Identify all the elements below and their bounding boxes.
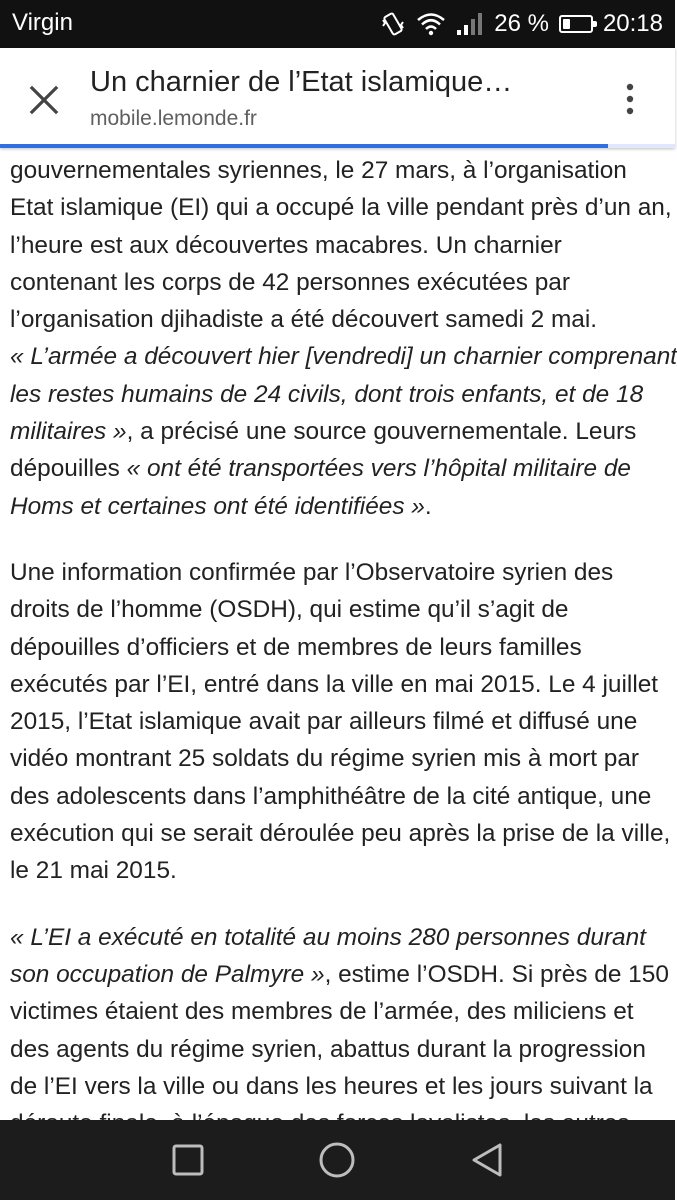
body-text: l’heure est aux découvertes macabres. Un charnier xyxy=(10,231,562,259)
quote-text: « ont été transportées vers l’hôpital militaire de xyxy=(126,455,631,483)
back-triangle-icon[interactable] xyxy=(466,1138,510,1182)
body-text: des adolescents dans l’amphithéâtre de la cité antique, une xyxy=(10,782,652,810)
body-text: de l’EI vers la ville ou dans les heures et les jours suivant la xyxy=(10,1072,653,1100)
page-load-progress xyxy=(0,144,675,148)
body-text: droits de l’homme (OSDH), qui estime qu’il s’agit de xyxy=(10,596,569,624)
body-text: contenant les corps de 42 personnes exécutées par xyxy=(10,268,570,296)
article-line xyxy=(10,189,672,226)
custom-tab-toolbar xyxy=(0,48,675,148)
more-vert-icon[interactable] xyxy=(615,82,645,116)
body-text: victimes étaient des membres de l’armée, des miliciens et xyxy=(10,998,634,1026)
body-text: vidéo montrant 25 soldats du régime syrien mis à mort par xyxy=(10,745,640,773)
body-text: le 21 mai 2015. xyxy=(10,857,177,885)
body-text: exécution qui se serait déroulée peu après la prise de la ville, xyxy=(10,820,671,848)
article-line xyxy=(10,591,665,628)
article-line xyxy=(10,740,665,777)
page-load-progress-bar xyxy=(0,144,608,148)
wifi-icon xyxy=(416,12,446,36)
article-line xyxy=(10,376,665,413)
article-line xyxy=(10,629,665,666)
home-circle-icon[interactable] xyxy=(315,1138,359,1182)
body-text: 2015, l’Etat islamique avait par ailleurs filmé et diffusé une xyxy=(10,708,638,736)
vibrate-icon xyxy=(380,11,406,37)
article-line xyxy=(10,227,665,264)
status-icons xyxy=(370,8,663,40)
article-line xyxy=(10,1068,665,1105)
quote-text: « L’EI a exécuté en totalité au moins 280 personnes durant xyxy=(10,923,646,951)
title-block xyxy=(90,66,590,131)
body-text: . xyxy=(424,492,432,520)
signal-icon xyxy=(456,12,484,36)
article-line xyxy=(10,413,665,450)
article-line xyxy=(10,666,665,703)
article-paragraph xyxy=(10,554,671,890)
article-line xyxy=(10,450,665,487)
article-line xyxy=(10,338,677,375)
body-text: dépouilles d’officiers et de membres de leurs familles xyxy=(10,633,582,661)
article-paragraph xyxy=(10,919,669,1143)
body-text: dépouilles xyxy=(10,455,127,483)
close-icon[interactable] xyxy=(22,78,66,122)
clock: 20:18 xyxy=(602,10,663,37)
article-line xyxy=(10,703,665,740)
article-paragraph xyxy=(10,152,677,525)
battery-level-fill xyxy=(563,19,570,29)
carrier-name: Virgin xyxy=(12,9,73,36)
body-text: exécutés par l’EI, entré dans la ville en mai 2015. Le 4 juillet xyxy=(10,670,659,698)
article-line xyxy=(10,852,665,889)
body-text: l’organisation djihadiste a été découvert samedi 2 mai. xyxy=(10,306,598,334)
quote-text: son occupation de Palmyre » xyxy=(10,960,325,988)
battery-percent: 26 % xyxy=(494,10,549,37)
page-url: mobile.lemonde.fr xyxy=(90,107,257,130)
body-text: Une information confirmée par l’Observatoire syrien des xyxy=(10,558,614,586)
body-text: Etat islamique (EI) qui a occupé la ville pendant près d’un an, xyxy=(10,194,672,222)
article-line xyxy=(10,778,665,815)
body-text: , a précisé une source gouvernementale. Leurs xyxy=(126,418,637,446)
article-line xyxy=(10,956,669,993)
page-title: Un charnier de l’Etat islamique… xyxy=(90,66,513,98)
quote-text: militaires » xyxy=(10,418,127,446)
recents-square-icon[interactable] xyxy=(166,1138,210,1182)
quote-text: les restes humains de 24 civils, dont trois enfants, et de 18 xyxy=(10,380,644,408)
article-line xyxy=(10,301,665,338)
article-line xyxy=(10,919,665,956)
article-line xyxy=(10,264,665,301)
article-line xyxy=(10,993,665,1030)
article-line xyxy=(10,488,665,525)
system-nav-bar xyxy=(0,1120,675,1200)
battery-icon xyxy=(559,15,593,33)
article-body xyxy=(10,152,677,1120)
article-line xyxy=(10,554,665,591)
article-line xyxy=(10,815,671,852)
body-text: gouvernementales syriennes, le 27 mars, à l’organisation xyxy=(10,157,627,184)
quote-text: Homs et certaines ont été identifiées » xyxy=(10,492,425,520)
body-text: des agents du régime syrien, abattus durant la progression xyxy=(10,1035,646,1063)
quote-text: « L’armée a découvert hier [vendredi] un charnier comprenant xyxy=(10,343,677,371)
article-line xyxy=(10,152,665,189)
body-text: , estime l’OSDH. Si près de 150 xyxy=(324,960,669,988)
article-line xyxy=(10,1031,665,1068)
status-bar xyxy=(0,0,675,48)
